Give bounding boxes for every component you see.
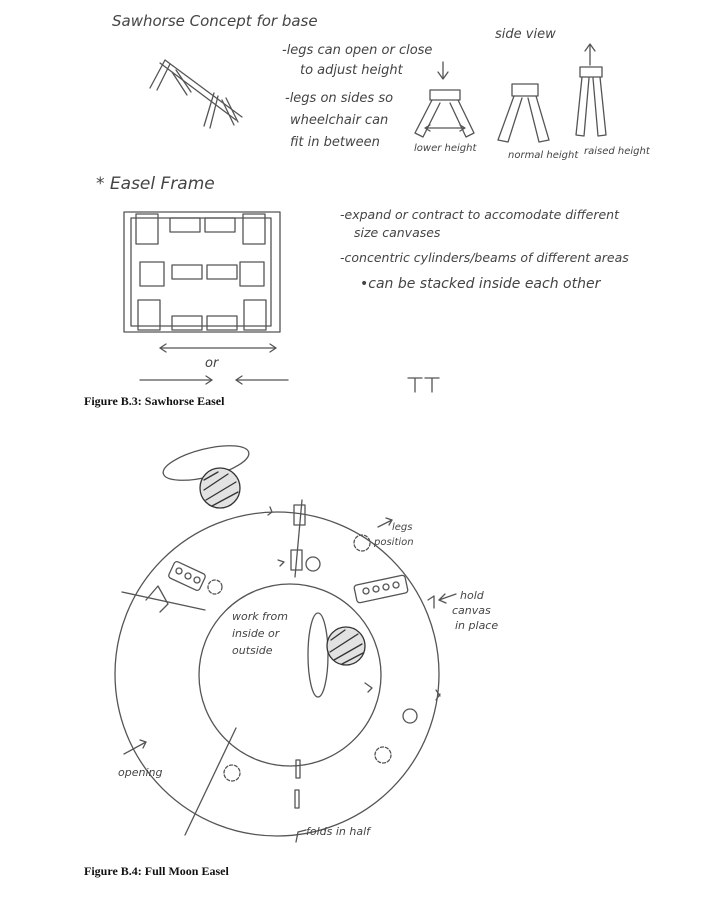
center-note-line: outside xyxy=(232,644,273,657)
sawhorse-note-line: wheelchair can xyxy=(290,113,389,128)
full-moon-easel-sketch xyxy=(115,439,456,842)
sawhorse-note-line: -legs on sides so xyxy=(285,91,394,106)
sawhorse-note-line: to adjust height xyxy=(300,63,403,78)
normal-height-label: normal height xyxy=(508,150,579,161)
easel-frame-note-line: -concentric cylinders/beams of different areas xyxy=(340,250,629,265)
hold-canvas-label: canvas xyxy=(452,604,491,617)
or-label: or xyxy=(205,356,219,371)
legs-position-label: legs xyxy=(392,522,413,533)
sawhorse-note-line: -legs can open or close xyxy=(282,43,433,58)
lower-height-label: lower height xyxy=(414,143,477,154)
raised-height-label: raised height xyxy=(584,146,650,157)
easel-frame-title: * Easel Frame xyxy=(96,174,215,194)
easel-frame-note-line: •can be stacked inside each other xyxy=(360,276,601,292)
center-note-line: work from xyxy=(232,610,288,623)
sawhorse-note-line: fit in between xyxy=(290,135,380,150)
sawhorse-title: Sawhorse Concept for base xyxy=(112,12,318,30)
easel-frame-note-line: size canvases xyxy=(354,225,441,240)
legs-position-label: position xyxy=(374,537,414,548)
side-view-label: side view xyxy=(495,27,556,42)
figure-b4-caption: Figure B.4: Full Moon Easel xyxy=(84,864,229,878)
opening-label: opening xyxy=(118,766,163,779)
hold-canvas-label: in place xyxy=(455,619,499,632)
easel-frame-note-line: -expand or contract to accomodate different xyxy=(340,207,620,222)
sawhorse-concept-sketch xyxy=(150,60,242,128)
center-note-line: inside or xyxy=(232,627,280,640)
hold-canvas-label: hold xyxy=(460,589,484,602)
figure-b3-caption: Figure B.3: Sawhorse Easel xyxy=(84,394,225,408)
side-view-sketches xyxy=(415,44,606,142)
folds-in-half-label: folds in half xyxy=(306,825,371,838)
